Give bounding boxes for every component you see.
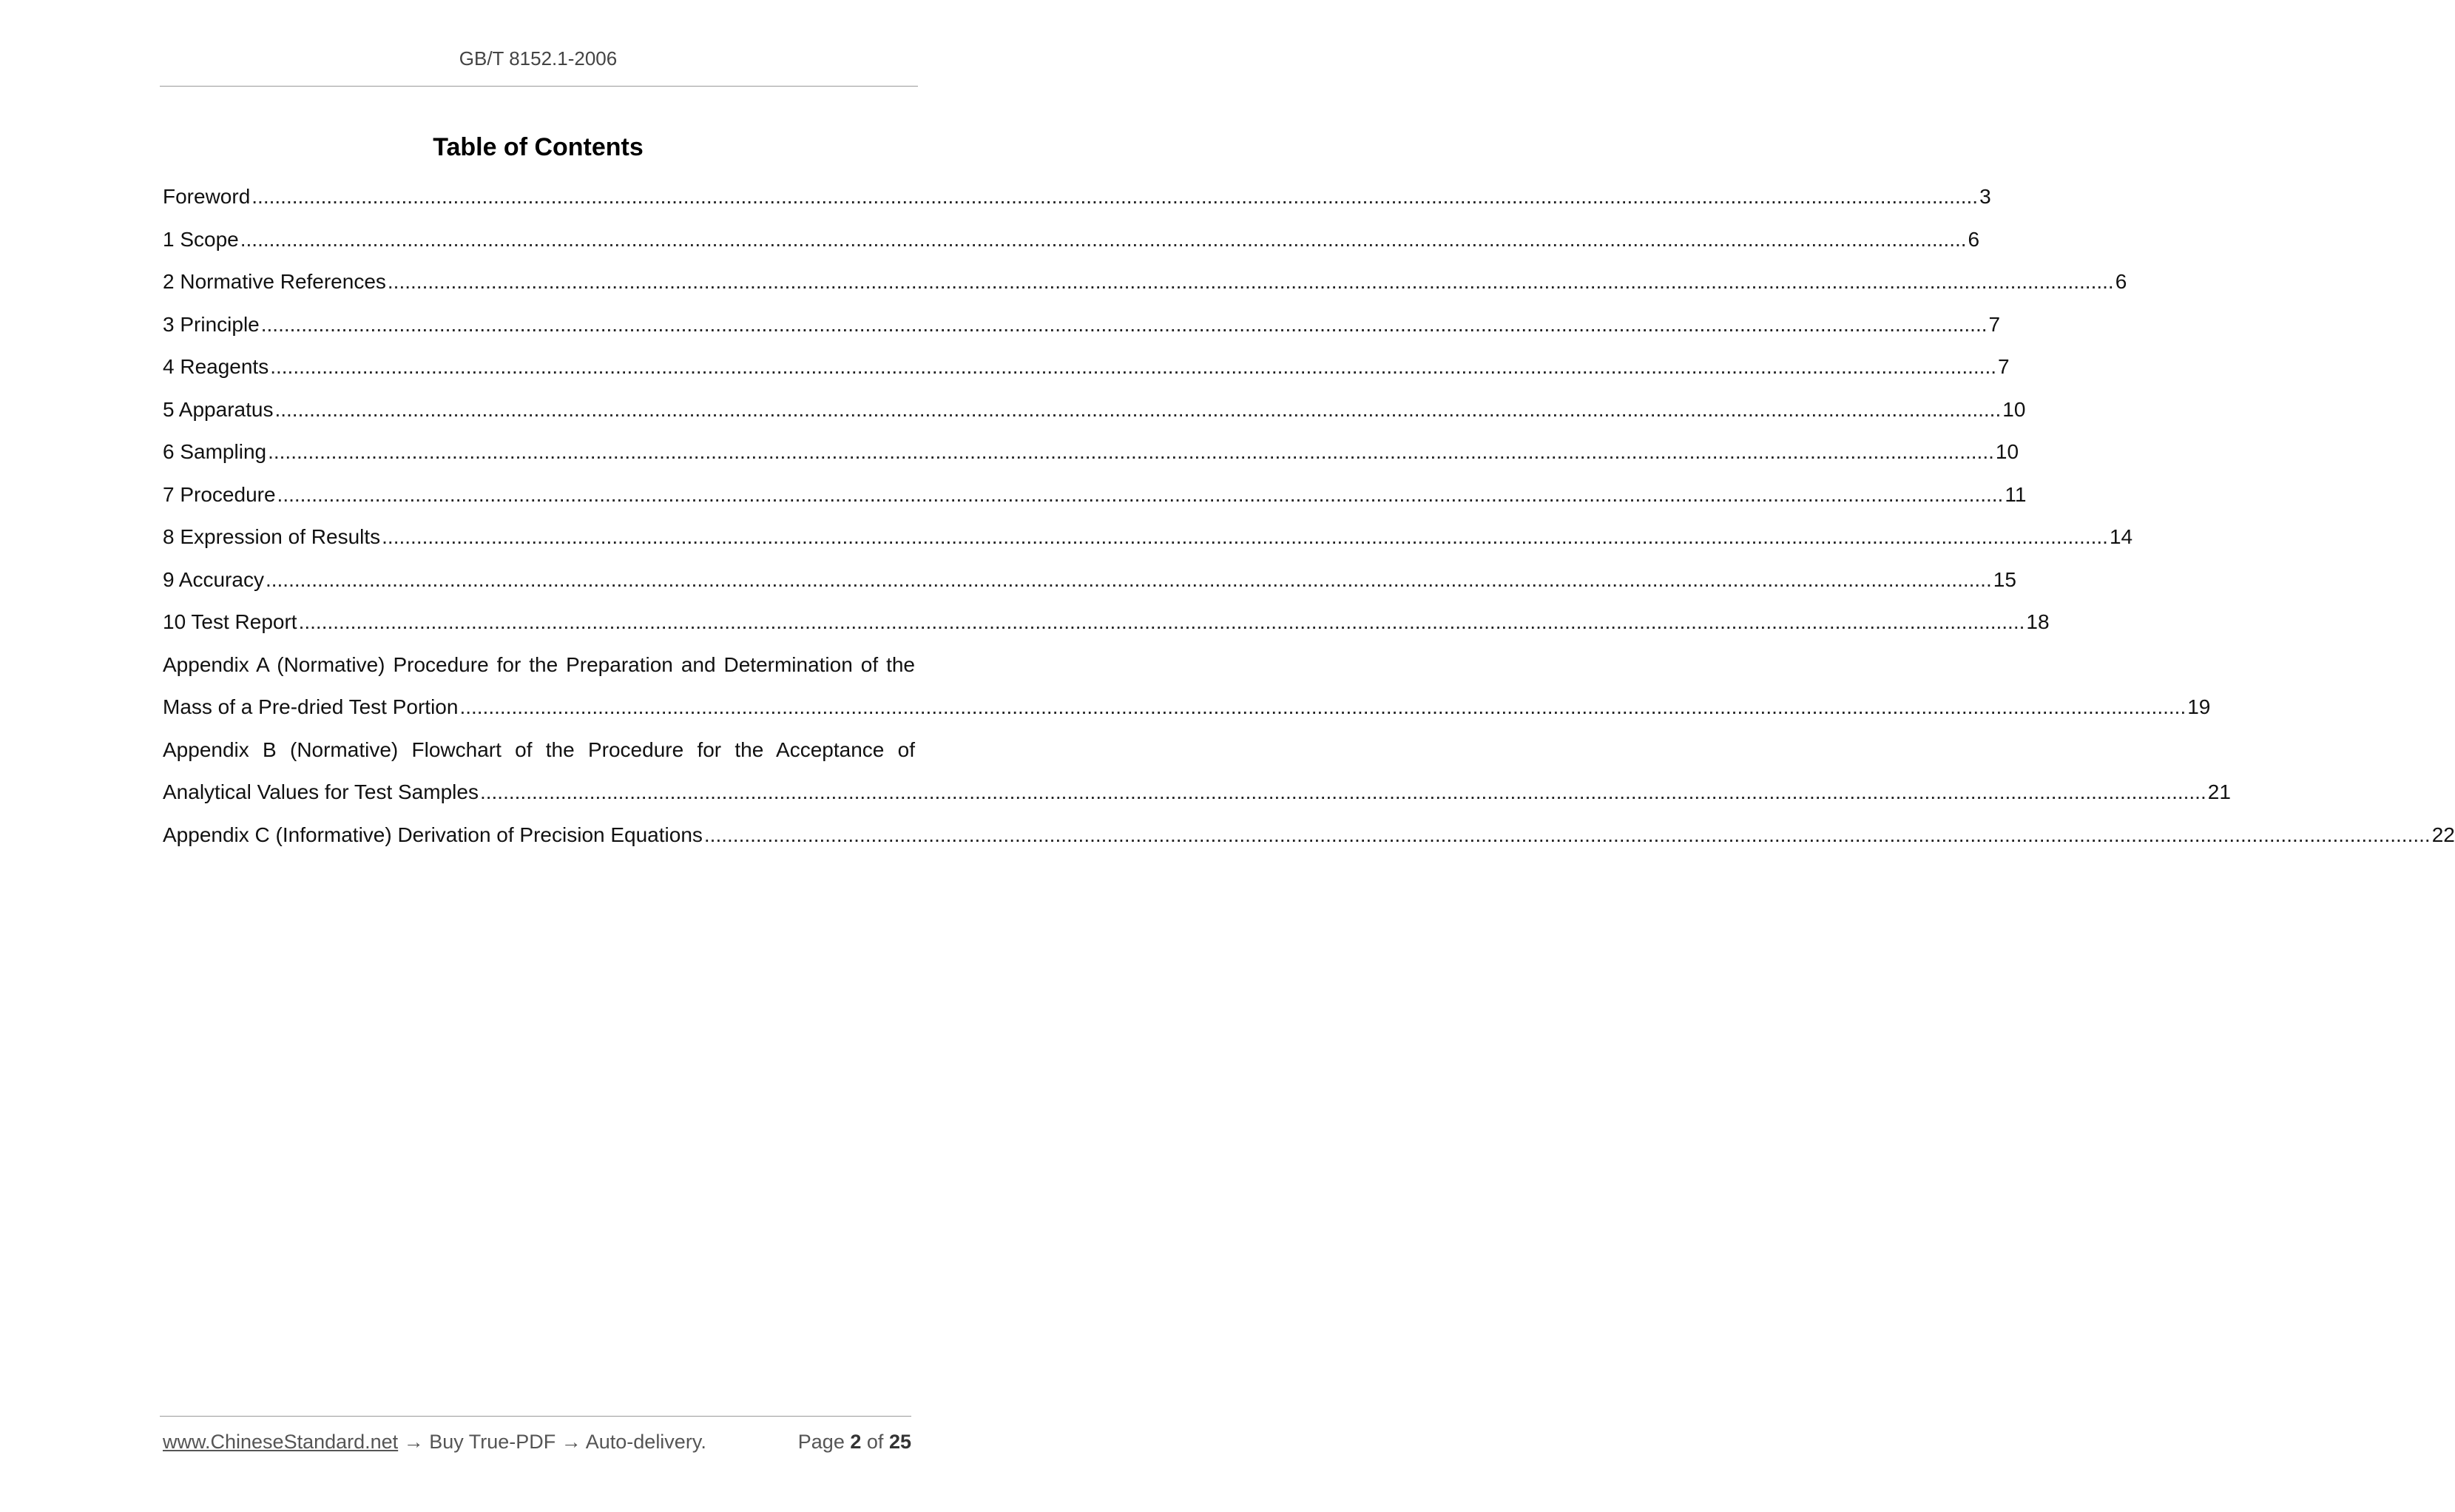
toc-entry-page: 19 — [2187, 695, 2211, 718]
toc-entry-label: 6 Sampling — [163, 440, 267, 463]
toc-entry-label: 5 Apparatus — [163, 397, 274, 421]
toc-entry-page: 6 — [2115, 270, 2127, 293]
table-of-contents — [163, 182, 2455, 863]
toc-leader-dots: ............................................................................................................................................................................................................................................................................................................ — [387, 270, 2114, 293]
toc-entry[interactable] — [163, 395, 2026, 438]
toc-entry[interactable] — [163, 437, 2019, 480]
toc-entry-label: Analytical Values for Test Samples — [163, 780, 479, 803]
page-word: Page — [797, 1431, 845, 1453]
website-link[interactable]: www.ChineseStandard.net — [163, 1431, 399, 1453]
toc-entry-label: Appendix B (Normative) Flowchart of the Procedure for the Acceptance of — [163, 738, 915, 761]
toc-entry[interactable] — [163, 182, 1991, 225]
footer-promo — [163, 1431, 706, 1454]
toc-entry-page: 11 — [2005, 482, 2027, 506]
toc-entry-label: 8 Expression of Results — [163, 525, 381, 548]
toc-entry-label: 7 Procedure — [163, 482, 276, 506]
toc-leader-dots: ............................................................................................................................................................................................................................................................................................................ — [459, 695, 2186, 718]
toc-leader-dots: ............................................................................................................................................................................................................................................................................................................ — [251, 185, 1979, 208]
toc-entry[interactable] — [163, 565, 2016, 608]
toc-entry[interactable] — [163, 310, 2001, 353]
toc-entry-page: 3 — [1979, 185, 1991, 208]
header-divider — [160, 86, 918, 87]
document-code: GB/T 8152.1-2006 — [459, 47, 618, 70]
toc-title: Table of Contents — [433, 133, 644, 161]
toc-entry[interactable] — [163, 607, 2050, 650]
toc-entry-label: Appendix C (Informative) Derivation of Precision Equations — [163, 823, 703, 846]
toc-entry[interactable] — [163, 352, 2010, 395]
toc-entry-page: 10 — [1995, 440, 2019, 463]
page-footer — [163, 1431, 911, 1454]
toc-entry-page: 10 — [2002, 397, 2026, 421]
toc-leader-dots: ............................................................................................................................................................................................................................................................................................................ — [260, 312, 1988, 336]
toc-entry[interactable] — [163, 522, 2133, 565]
of-word: of — [866, 1431, 884, 1453]
toc-entry-label: 2 Normative References — [163, 270, 386, 293]
toc-leader-dots: ............................................................................................................................................................................................................................................................................................................ — [268, 440, 1994, 463]
toc-leader-dots: ............................................................................................................................................................................................................................................................................................................ — [703, 823, 2431, 846]
toc-leader-dots: ............................................................................................................................................................................................................................................................................................................ — [298, 610, 2025, 633]
page-number — [798, 1431, 911, 1454]
toc-entry-page: 22 — [2431, 823, 2455, 846]
toc-entry-label: Mass of a Pre-dried Test Portion — [163, 695, 459, 718]
toc-leader-dots: ............................................................................................................................................................................................................................................................................................................ — [382, 525, 2108, 548]
toc-entry-page: 7 — [1988, 312, 2001, 336]
toc-entry-appendix-b[interactable] — [163, 777, 2231, 820]
toc-leader-dots: ............................................................................................................................................................................................................................................................................................................ — [265, 567, 1992, 591]
footer-tagline: → Buy True-PDF → Auto-delivery. — [398, 1431, 706, 1453]
footer-divider — [160, 1416, 911, 1417]
toc-leader-dots: ............................................................................................................................................................................................................................................................................................................ — [277, 482, 2004, 506]
toc-entry[interactable] — [163, 225, 1980, 268]
toc-leader-dots: ............................................................................................................................................................................................................................................................................................................ — [240, 227, 1967, 251]
toc-entry-label: Foreword — [163, 185, 251, 208]
current-page: 2 — [850, 1431, 862, 1453]
toc-entry-page: 18 — [2026, 610, 2050, 633]
toc-entry-page: 14 — [2109, 525, 2133, 548]
toc-entry-appendix-a[interactable] — [163, 692, 2211, 735]
toc-entry-page: 21 — [2207, 780, 2231, 803]
toc-entry[interactable] — [163, 267, 2127, 310]
toc-entry-label: 9 Accuracy — [163, 567, 264, 591]
toc-entry[interactable] — [163, 480, 2027, 523]
toc-entry-label: 4 Reagents — [163, 355, 269, 378]
toc-leader-dots: ............................................................................................................................................................................................................................................................................................................ — [479, 780, 2206, 803]
total-pages: 25 — [888, 1431, 911, 1453]
toc-entry-label: 3 Principle — [163, 312, 260, 336]
toc-entry-appendix-b-line1[interactable] — [163, 735, 915, 778]
toc-leader-dots: ............................................................................................................................................................................................................................................................................................................ — [274, 397, 2002, 421]
toc-entry-appendix-c[interactable] — [163, 820, 2455, 863]
toc-entry-label: Appendix A (Normative) Procedure for the Preparation and Determination of the — [163, 652, 915, 676]
toc-entry-label: 1 Scope — [163, 227, 239, 251]
toc-entry-page: 6 — [1968, 227, 1980, 251]
toc-entry-page: 15 — [1993, 567, 2016, 591]
toc-leader-dots: ............................................................................................................................................................................................................................................................................................................ — [270, 355, 1997, 378]
toc-entry-label: 10 Test Report — [163, 610, 297, 633]
toc-entry-page: 7 — [1998, 355, 2010, 378]
toc-entry-appendix-a-line1[interactable] — [163, 650, 915, 693]
